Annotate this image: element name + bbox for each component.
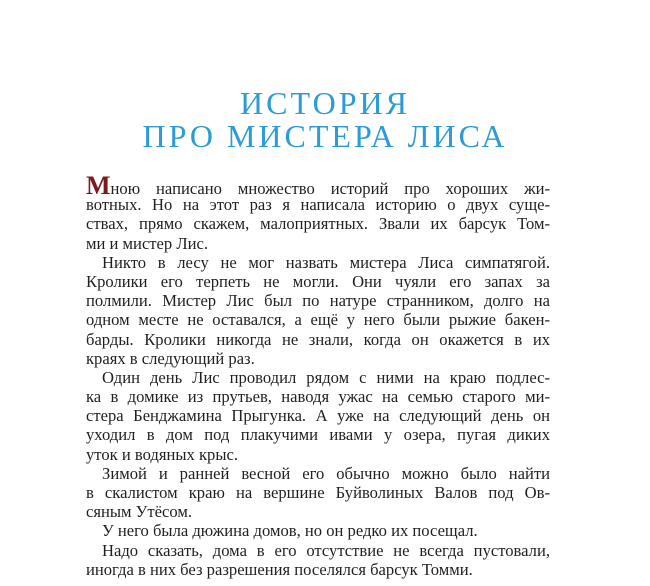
text-line: ми и мистер Лис.	[86, 233, 209, 253]
text-line: вотных. Но на этот раз я написала историю о двух суще-	[86, 195, 550, 215]
text-line: Зимой и ранней весной его обычно можно было найти	[102, 463, 550, 483]
text-line: краях в следующий раз.	[86, 348, 255, 368]
text-line: ствах, прямо скажем, малоприятных. Звали их барсук Том-	[86, 214, 550, 234]
text-line: сяным Утёсом.	[86, 502, 193, 522]
chapter-title-line-2: ПРО МИСТЕРА ЛИСА	[142, 118, 508, 154]
text-line: Надо сказать, дома в его отсутствие не всегда пустовали,	[102, 540, 550, 560]
text-line: Один день Лис проводил рядом с ними на краю подлес-	[102, 367, 550, 387]
text-line: уходил в дом под плакучими ивами у озера, пугая диких	[86, 425, 550, 445]
text-line: барды. Кролики никогда не знали, когда он окажется в их	[86, 329, 550, 349]
text-line: стера Бенджамина Прыгунка. А уже на следующий день он	[86, 406, 550, 426]
text-line: полмили. Мистер Лис был по натуре странником, долго на	[86, 291, 550, 311]
text-line: в скалистом краю на вершине Буйволиных Валов под Ов-	[86, 483, 550, 502]
text-line: У него была дюжина домов, но он редко их посещал.	[102, 521, 478, 541]
text-line	[86, 171, 550, 200]
text-line: одном месте не оставался, а ещё у него были рыжие бакен-	[86, 310, 550, 330]
text-line: Кролики его терпеть не могли. Они чуяли его запах за	[86, 271, 550, 291]
text-line: иногда в них без разрешения поселялся барсук Томми.	[86, 559, 473, 579]
drop-cap: М	[86, 171, 111, 200]
text-line: Никто в лесу не мог назвать мистера Лиса симпатягой.	[102, 252, 550, 272]
text-line-content: ною написано множество историй про хороших жи-	[110, 179, 550, 198]
text-line: ка в домике из прутьев, наводя ужас на семью старого ми-	[86, 387, 550, 407]
text-line: уток и водяных крыс.	[86, 444, 238, 464]
chapter-title-line-1: ИСТОРИЯ	[240, 85, 410, 121]
chapter-text	[86, 171, 550, 579]
